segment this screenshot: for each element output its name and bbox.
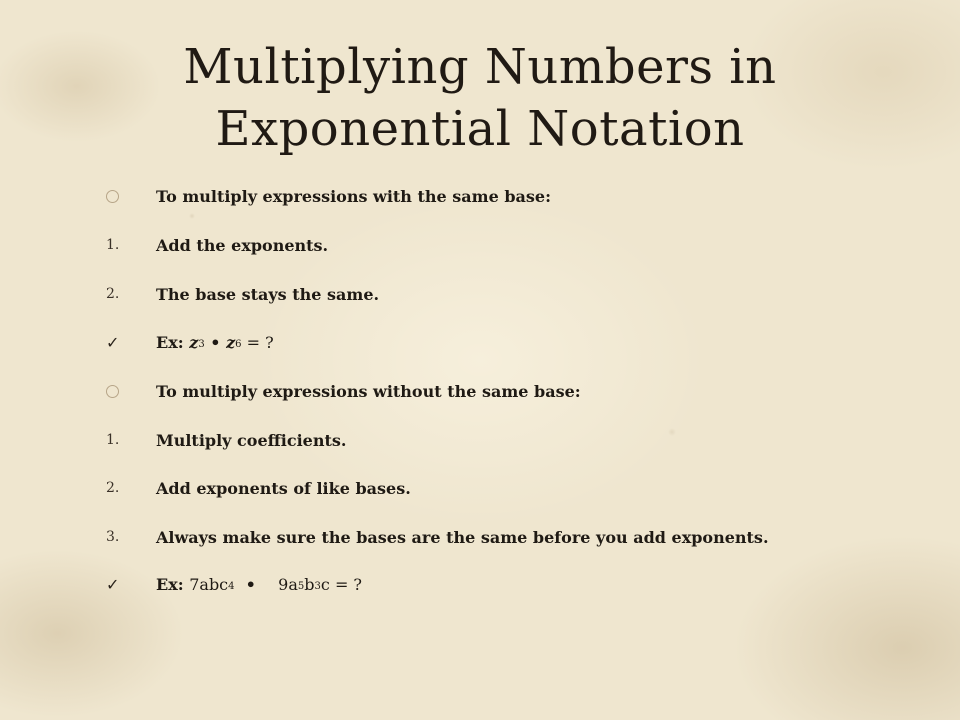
slide-title xyxy=(60,36,900,160)
list-number-label: 2. xyxy=(106,286,120,302)
list-number-label: 2. xyxy=(106,480,120,496)
example-label: Ex: xyxy=(156,332,190,352)
numbered-item xyxy=(100,278,900,310)
example-bullet: • xyxy=(204,332,227,352)
title-line-1: Multiplying Numbers in xyxy=(183,39,777,95)
check-bullet xyxy=(100,575,156,594)
list-number xyxy=(100,237,156,253)
example-term: b xyxy=(304,574,315,594)
example-var: z xyxy=(226,332,236,352)
example-item xyxy=(100,568,900,600)
numbered-text: Always make sure the bases are the same before you add exponents. xyxy=(156,527,769,547)
example-rest: = ? xyxy=(241,332,274,352)
bullet-text: To multiply expressions without the same base: xyxy=(156,381,581,401)
example-text: Ex: z $^3$ • z $^6$ = ? xyxy=(156,332,274,352)
example-term: c = ? xyxy=(320,574,363,594)
example-bullet: • xyxy=(234,574,279,594)
bullet-item xyxy=(100,180,900,212)
ring-bullet-icon xyxy=(106,385,119,398)
example-item xyxy=(100,326,900,358)
list-number xyxy=(100,432,156,448)
list-number xyxy=(100,480,156,496)
ring-bullet-icon xyxy=(106,190,119,203)
list-number-label: 1. xyxy=(106,432,120,448)
numbered-text: Add the exponents. xyxy=(156,235,329,255)
bullet-item xyxy=(100,375,900,407)
check-bullet xyxy=(100,333,156,352)
numbered-text: Multiply coefficients. xyxy=(156,430,347,450)
numbered-item xyxy=(100,521,900,553)
bullet-text: To multiply expressions with the same base: xyxy=(156,186,551,206)
numbered-item xyxy=(100,424,900,456)
numbered-text: Add exponents of like bases. xyxy=(156,478,411,498)
example-text: Ex: 7abc $^4$ • 9a $^5$ b $^3$ c = ? xyxy=(156,574,363,594)
example-term: 9a xyxy=(278,574,298,594)
checkmark-icon: ✓ xyxy=(106,574,120,594)
example-var: z xyxy=(189,332,199,352)
numbered-item xyxy=(100,229,900,261)
list-number xyxy=(100,529,156,545)
example-term: 7abc xyxy=(189,574,229,594)
list-number-label: 1. xyxy=(106,237,120,253)
ring-bullet xyxy=(100,190,156,203)
checkmark-icon: ✓ xyxy=(106,332,120,352)
title-line-2: Exponential Notation xyxy=(215,101,745,157)
ring-bullet xyxy=(100,385,156,398)
list-number xyxy=(100,286,156,302)
example-label: Ex: xyxy=(156,574,190,594)
numbered-text: The base stays the same. xyxy=(156,284,380,304)
list-number-label: 3. xyxy=(106,529,120,545)
numbered-item xyxy=(100,472,900,504)
